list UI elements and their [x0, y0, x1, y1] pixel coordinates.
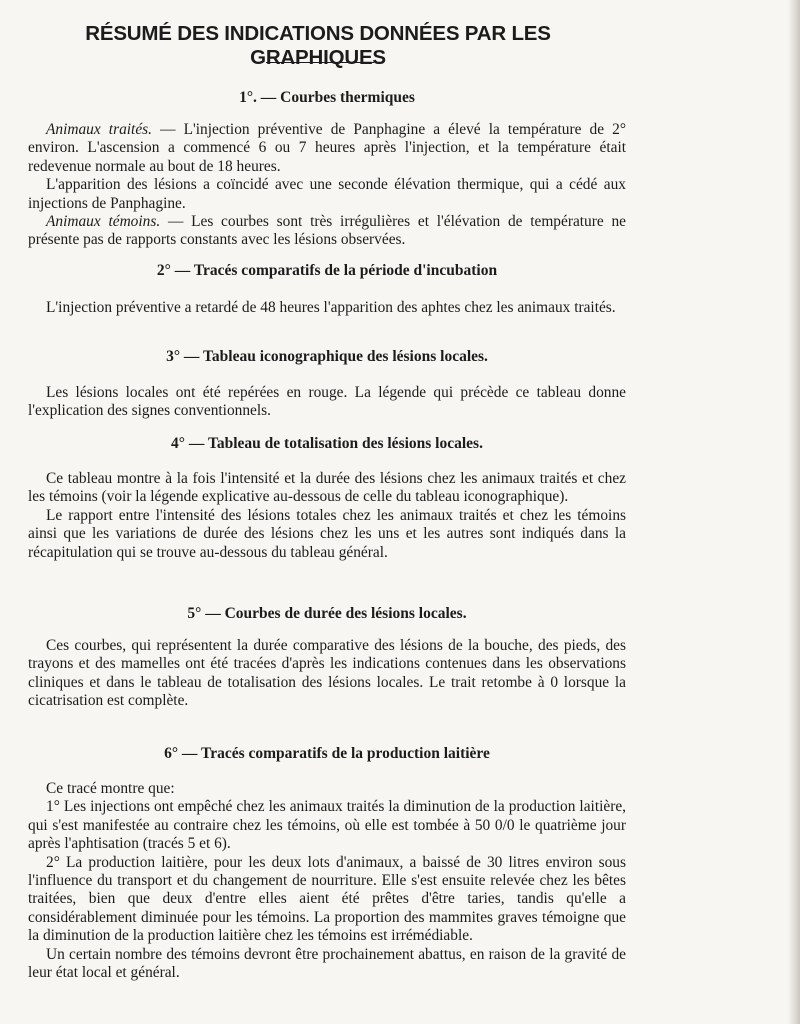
section-6-paragraph-4: Un certain nombre des témoins devront être prochainement abattus, en raison de la gravité de leur état local et général.	[28, 945, 626, 982]
section-6-paragraph-2: 1° Les injections ont empêché chez les animaux traités la diminution de la production laitière, qui s'est manifestée au contraire chez les témoins, où elle est tombée à 50 0/0 le quatrième jour après l'aphtisation (tracés 5 et 6).	[28, 798, 626, 853]
section-1-paragraph-3: Animaux témoins. — Les courbes sont très irrégulières et l'élévation de température ne présente pas de rapports constants avec les lésions observées.	[28, 213, 626, 249]
section-1-body	[28, 121, 626, 250]
section-2-heading: 2° — Tracés comparatifs de la période d'incubation	[156, 262, 498, 279]
section-4-paragraph-1: Ce tableau montre à la fois l'intensité et la durée des lésions chez les animaux traités et chez les témoins (voir la légende explicative au-dessous de celle du tableau iconographique).	[28, 470, 626, 506]
section-4-heading: 4° — Tableau de totalisation des lésions locales.	[171, 435, 483, 452]
section-1-paragraph-2: L'apparition des lésions a coïncidé avec une seconde élévation thermique, qui a cédé aux injections de Panphagine.	[28, 176, 626, 212]
section-5-heading: 5° — Courbes de durée des lésions locales.	[187, 605, 467, 622]
section-6-heading: 6° — Tracés comparatifs de la production laitière	[164, 745, 490, 762]
section-4-paragraph-2: Le rapport entre l'intensité des lésions totales chez les animaux traités et chez les témoins ainsi que les variations de durée des lésions chez les uns et les autres sont indiqués dans la récapitulation qui se trouve au-dessous du tableau général.	[28, 506, 626, 561]
section-2-body	[28, 299, 626, 317]
section-6-paragraph-1: Ce tracé montre que:	[46, 780, 175, 797]
section-5-body	[28, 637, 626, 711]
page-edge-shadow	[788, 0, 800, 1024]
section-6-paragraph-3: 2° La production laitière, pour les deux lots d'animaux, a baissé de 30 litres environ sous l'influence du transport et du changement de nourriture. Elle s'est ensuite relevée chez les bêtes traitées, bien que deux d'entre elles aient été prêtes d'être taries, tandis qu'elle a considérablement diminuée pour les témoins. La proportion des mammites graves témoigne que la diminution de la production laitière chez les témoins est irrémédiable.	[28, 853, 626, 945]
section-3-heading: 3° — Tableau iconographique des lésions locales.	[166, 348, 488, 365]
section-1-paragraph-1: Animaux traités. — L'injection préventive de Panphagine a élevé la température de 2° environ. L'ascension a commencé 6 ou 7 heures après l'injection, et la température était redevenue normale au bout de 18 heures.	[28, 121, 626, 175]
section-3-paragraph-1: Les lésions locales ont été repérées en rouge. La légende qui précède ce tableau donne l'explication des signes conventionnels.	[28, 384, 626, 420]
section-2-paragraph-1: L'injection préventive a retardé de 48 heures l'apparition des aphtes chez les animaux traités.	[46, 299, 616, 316]
section-5-paragraph-1: Ces courbes, qui représentent la durée comparative des lésions de la bouche, des pieds, des trayons et des mamelles ont été tracées d'après les indications contenues dans les observations cliniques et dans le tableau de totalisation des lésions locales. Le trait retombe à 0 lorsque la cicatrisation est complète.	[28, 637, 626, 710]
section-1-heading: 1°. — Courbes thermiques	[239, 89, 415, 106]
section-4-body	[28, 470, 626, 562]
document-title: RÉSUMÉ DES INDICATIONS DONNÉES PAR LES GRAPHIQUES	[85, 22, 551, 69]
title-rule	[266, 62, 374, 63]
section-3-body	[28, 384, 626, 421]
section-6-body	[28, 780, 626, 982]
